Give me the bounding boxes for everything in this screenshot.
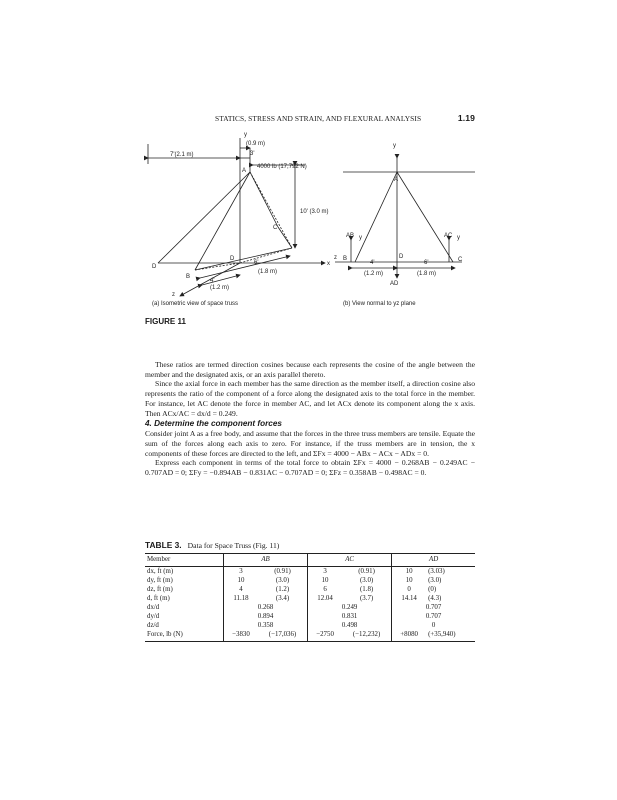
table-row: dy/d 0.894 0.831 0.707: [145, 612, 475, 621]
svg-text:y: y: [393, 143, 396, 149]
svg-text:C: C: [458, 257, 463, 263]
svg-text:(1.2 m): (1.2 m): [210, 285, 230, 291]
svg-text:(1.2 m): (1.2 m): [364, 271, 384, 277]
page-number: 1.19: [457, 113, 475, 123]
paragraph-2: Since the axial force in each member has the same direction as the member itself, a direction cosine also represents the ratio of the component of a force along the designated axis to the total force in the member. For instance, let AC denote the force in member AC, and let ACx denote its component along the x axis. Then ACx/AC = dx/d = 0.249.: [145, 379, 475, 418]
svg-text:D: D: [230, 256, 235, 262]
svg-text:(1.8 m): (1.8 m): [258, 269, 278, 275]
table-row: dx/d 0.268 0.249 0.707: [145, 603, 475, 612]
svg-text:y: y: [244, 132, 247, 138]
header-title: STATICS, STRESS AND STRAIN, AND FLEXURAL ANALYSIS: [215, 114, 422, 123]
yz-plane-view: [335, 158, 475, 278]
col-member: Member: [145, 554, 224, 567]
svg-text:(0.9 m): (0.9 m): [246, 141, 266, 147]
svg-text:y: y: [359, 235, 362, 241]
table-row: Force, lb (N) −3830 (−17,036) −2750 (−12,232) +8080 (+35,940): [145, 630, 475, 642]
body-text: [145, 360, 475, 478]
svg-text:AB: AB: [346, 233, 355, 239]
figure-11: [140, 128, 485, 318]
table-title: [145, 540, 279, 550]
svg-text:6': 6': [254, 260, 259, 266]
col-ac: AC: [308, 554, 392, 567]
table-row: dx, ft (m) 3 (0.91) 3 (0.91) 10 (3.03): [147, 568, 445, 575]
svg-text:z: z: [172, 292, 175, 298]
space-truss-table: [145, 553, 475, 642]
figure-label: FIGURE 11: [145, 317, 186, 326]
svg-text:3': 3': [250, 151, 255, 157]
truss-drawings: [140, 128, 485, 318]
svg-text:4': 4': [370, 260, 375, 266]
yz-plane-labels: [334, 143, 463, 287]
section-heading: 4. Determine the component forces: [145, 419, 282, 429]
svg-text:(1.8 m): (1.8 m): [417, 271, 437, 277]
svg-text:z: z: [334, 255, 337, 261]
svg-text:A: A: [394, 177, 399, 183]
svg-text:4': 4': [210, 278, 215, 284]
caption-a: (a) Isometric view of space truss: [152, 301, 239, 307]
svg-text:D: D: [399, 254, 404, 260]
table-row: dz, ft (m) 4 (1.2) 6 (1.8) 0 (0): [147, 586, 437, 593]
svg-text:x: x: [327, 261, 330, 267]
table-row: dy, ft (m) 10 (3.0) 10 (3.0) 10 (3.0): [147, 577, 442, 584]
svg-text:7'(2.1 m): 7'(2.1 m): [170, 152, 194, 158]
table-label: TABLE 3.: [145, 540, 182, 550]
svg-text:B: B: [343, 256, 348, 262]
isometric-labels: [152, 132, 330, 298]
isometric-view: [148, 138, 325, 296]
svg-text:B: B: [186, 274, 191, 280]
svg-text:6': 6': [424, 260, 429, 266]
paragraph-1: These ratios are termed direction cosines because each represents the cosine of the angle between the member and the designated axis, or an axis parallel thereto.: [145, 360, 475, 379]
svg-text:y: y: [457, 235, 460, 241]
table-header-row: [145, 554, 475, 567]
svg-text:C: C: [273, 225, 278, 231]
svg-text:A: A: [242, 168, 247, 174]
table-row: dz/d 0.358 0.498 0: [145, 621, 475, 630]
col-ad: AD: [392, 554, 475, 567]
svg-text:4000 lb (17,792 N): 4000 lb (17,792 N): [257, 164, 307, 170]
svg-text:D: D: [152, 264, 157, 270]
table-row: d, ft (m) 11.18 (3.4) 12.04 (3.7) 14.14 (4.3): [147, 595, 442, 602]
paragraph-4: Express each component in terms of the total force to obtain ΣFx = 4000 − 0.268AB − 0.249AC − 0.707AD = 0; ΣFy = −0.894AB − 0.831AC − 0.707AD = 0; ΣFz = 0.358AB − 0.498AC = 0.: [145, 458, 475, 478]
svg-text:AD: AD: [390, 281, 399, 287]
col-ab: AB: [224, 554, 308, 567]
caption-b: (b) View normal to yz plane: [343, 301, 416, 307]
svg-text:AC: AC: [444, 233, 453, 239]
table-caption: Data for Space Truss (Fig. 11): [187, 541, 280, 550]
paragraph-3: Consider joint A as a free body, and assume that the forces in the three truss members are tensile. Equate the sum of the forces along each axis to zero. For instance, if the truss members are in tension, the x components of these forces are directed to the left, and ΣFx = 4000 − ABx − ACx − ADx = 0.: [145, 429, 475, 458]
svg-text:10' (3.0 m): 10' (3.0 m): [300, 209, 329, 215]
